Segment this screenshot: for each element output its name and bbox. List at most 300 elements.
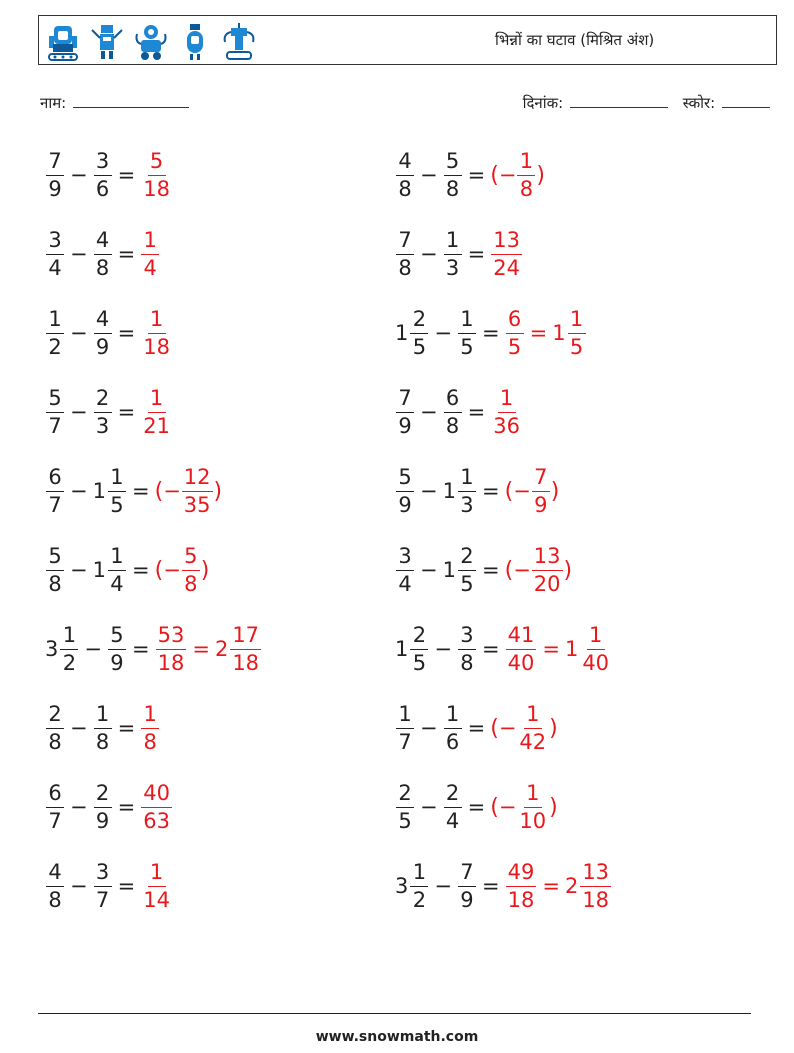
denominator: 7 <box>48 808 62 833</box>
answer-fraction <box>181 464 214 517</box>
problem-row <box>395 614 612 684</box>
problem-row <box>395 535 572 605</box>
denominator: 9 <box>534 492 548 517</box>
problem-row <box>395 456 559 526</box>
close-paren: ) <box>213 478 223 504</box>
worksheet-title: भिन्नों का घटाव (मिश्रित अंश) <box>495 31 655 49</box>
fraction <box>506 306 524 359</box>
minus-sign: − <box>70 400 88 424</box>
numerator: 17 <box>230 625 261 650</box>
answer-fraction <box>490 227 523 280</box>
denominator: 42 <box>519 729 547 754</box>
minuend <box>395 385 415 438</box>
footer-divider <box>38 1013 751 1014</box>
whole-number: 1 <box>92 558 106 582</box>
equals-sign: = <box>467 242 486 266</box>
denominator: 8 <box>445 413 460 438</box>
equals-sign: = <box>117 163 136 187</box>
numerator: 1 <box>108 467 126 492</box>
minus-sign: − <box>70 558 88 582</box>
denominator: 8 <box>398 255 412 280</box>
answer <box>490 148 546 201</box>
fraction <box>182 464 213 517</box>
problem-row <box>45 851 173 921</box>
subtrahend <box>92 543 127 596</box>
subtrahend <box>93 701 113 754</box>
name-blank[interactable] <box>73 107 189 108</box>
equals-sign: = <box>117 400 136 424</box>
fraction <box>141 780 172 833</box>
fraction <box>458 622 476 675</box>
answer-fraction <box>214 622 262 675</box>
subtrahend <box>443 227 463 280</box>
numerator: 6 <box>444 388 462 413</box>
subtrahend <box>93 780 113 833</box>
minus-sign: − <box>420 716 438 740</box>
denominator: 2 <box>62 650 77 675</box>
numerator: 4 <box>46 862 64 887</box>
whole-number: 1 <box>92 479 106 503</box>
fraction <box>396 464 414 517</box>
fraction <box>141 385 172 438</box>
problem-row <box>45 140 173 210</box>
fraction <box>491 385 522 438</box>
equals-sign: = <box>481 321 500 345</box>
subtrahend <box>93 385 113 438</box>
open-paren: ( <box>490 794 499 820</box>
numerator: 3 <box>458 625 476 650</box>
numerator: 2 <box>458 546 476 571</box>
numerator: 2 <box>444 783 462 808</box>
fraction <box>230 622 261 675</box>
problem-row <box>395 851 612 921</box>
subtrahend <box>443 385 463 438</box>
denominator: 24 <box>493 255 520 280</box>
denominator: 18 <box>143 334 170 359</box>
fraction <box>46 385 64 438</box>
denominator: 5 <box>507 334 522 359</box>
numerator: 1 <box>524 704 542 729</box>
fraction <box>396 780 414 833</box>
denominator: 10 <box>519 808 547 833</box>
open-paren: ( <box>490 162 499 188</box>
denominator: 4 <box>445 808 460 833</box>
minuend <box>45 859 65 912</box>
denominator: 4 <box>48 255 62 280</box>
minuend <box>45 227 65 280</box>
denominator: 8 <box>48 571 62 596</box>
answer <box>490 385 523 438</box>
whole-number: 1 <box>564 637 579 661</box>
fraction <box>444 385 462 438</box>
fraction <box>94 859 112 912</box>
fraction <box>517 701 548 754</box>
numerator: 41 <box>506 625 537 650</box>
equals-sign: = <box>467 400 486 424</box>
answer-fraction <box>140 701 160 754</box>
close-paren: ) <box>563 557 573 583</box>
negative-sign: − <box>163 558 181 582</box>
numerator: 1 <box>568 309 586 334</box>
answer <box>504 543 573 596</box>
subtrahend <box>93 227 113 280</box>
minus-sign: − <box>420 242 438 266</box>
equals-sign: = <box>131 558 150 582</box>
minus-sign: − <box>70 795 88 819</box>
answer-fraction <box>140 385 173 438</box>
date-blank[interactable] <box>570 107 668 108</box>
numerator: 1 <box>410 862 428 887</box>
denominator: 40 <box>507 650 535 675</box>
numerator: 5 <box>182 546 200 571</box>
denominator: 2 <box>412 887 427 912</box>
denominator: 5 <box>460 571 474 596</box>
denominator: 4 <box>398 571 412 596</box>
robot-wheels-icon <box>133 22 169 62</box>
equals-sign: = <box>481 874 500 898</box>
denominator: 5 <box>398 808 412 833</box>
answer-fraction <box>140 780 173 833</box>
score-blank[interactable] <box>722 107 770 108</box>
equals-sign: = <box>131 637 150 661</box>
denominator: 8 <box>95 729 110 754</box>
answer-fraction <box>140 227 160 280</box>
numerator: 5 <box>148 151 166 176</box>
numerator: 1 <box>148 388 166 413</box>
numerator: 1 <box>148 862 166 887</box>
problem-row <box>45 535 209 605</box>
whole-number: 1 <box>552 321 566 345</box>
denominator: 9 <box>398 413 412 438</box>
equals-sign: = <box>529 321 548 345</box>
denominator: 63 <box>143 808 170 833</box>
robot-arms-icon <box>89 22 125 62</box>
problem-row <box>45 772 173 842</box>
answer <box>140 227 160 280</box>
answer-fraction <box>490 385 523 438</box>
numerator: 6 <box>46 467 64 492</box>
denominator: 8 <box>398 176 412 201</box>
denominator: 18 <box>157 650 185 675</box>
numerator: 13 <box>580 862 611 887</box>
problem-row <box>395 140 545 210</box>
denominator: 18 <box>507 887 535 912</box>
denominator: 35 <box>183 492 211 517</box>
minus-sign: − <box>420 558 438 582</box>
fraction <box>141 227 159 280</box>
denominator: 9 <box>95 808 110 833</box>
open-paren: ( <box>504 478 514 504</box>
problem-row <box>395 219 523 289</box>
fraction <box>458 464 476 517</box>
numerator: 4 <box>94 309 112 334</box>
minuend <box>395 464 415 517</box>
denominator: 9 <box>460 887 474 912</box>
denominator: 21 <box>143 413 170 438</box>
numerator: 40 <box>141 783 172 808</box>
fraction <box>46 148 64 201</box>
subtrahend <box>442 464 477 517</box>
minuend <box>45 543 65 596</box>
worksheet-header <box>38 15 777 65</box>
minuend <box>45 780 65 833</box>
negative-sign: − <box>163 479 181 503</box>
minuend <box>45 385 65 438</box>
close-paren: ) <box>200 557 210 583</box>
fraction <box>94 306 112 359</box>
denominator: 8 <box>48 729 62 754</box>
answer <box>505 306 587 359</box>
fraction <box>141 306 172 359</box>
numerator: 1 <box>141 230 159 255</box>
numerator: 3 <box>94 862 112 887</box>
fraction <box>108 464 126 517</box>
fraction <box>532 543 563 596</box>
answer-fraction <box>140 306 173 359</box>
fraction <box>568 306 586 359</box>
whole-number: 2 <box>214 637 229 661</box>
numerator: 5 <box>108 625 126 650</box>
denominator: 4 <box>110 571 124 596</box>
problem-row <box>395 377 523 447</box>
numerator: 6 <box>506 309 524 334</box>
fraction <box>396 148 414 201</box>
whole-number: 1 <box>395 321 409 345</box>
answer-fraction <box>531 543 564 596</box>
numerator: 1 <box>46 309 64 334</box>
problem-row <box>45 219 160 289</box>
fraction <box>94 780 112 833</box>
fraction <box>108 622 126 675</box>
numerator: 4 <box>396 151 414 176</box>
answer-fraction <box>181 543 201 596</box>
denominator: 18 <box>232 650 260 675</box>
minuend <box>395 780 415 833</box>
problem-row <box>45 614 262 684</box>
denominator: 5 <box>460 334 474 359</box>
answer <box>140 385 173 438</box>
answer <box>505 622 612 675</box>
numerator: 49 <box>506 862 537 887</box>
denominator: 36 <box>493 413 520 438</box>
answer-fraction <box>140 859 173 912</box>
numerator: 7 <box>532 467 550 492</box>
minuend <box>395 227 415 280</box>
fraction <box>182 543 200 596</box>
negative-sign: − <box>498 163 517 187</box>
equals-sign: = <box>467 163 486 187</box>
footer-url: www.snowmath.com <box>315 1029 479 1045</box>
subtrahend <box>457 622 477 675</box>
numerator: 5 <box>396 467 414 492</box>
denominator: 4 <box>143 255 157 280</box>
robot-tank-icon <box>45 22 81 62</box>
numerator: 1 <box>94 704 112 729</box>
denominator: 9 <box>48 176 62 201</box>
denominator: 3 <box>95 413 110 438</box>
fraction <box>458 859 476 912</box>
fraction <box>94 227 112 280</box>
minus-sign: − <box>70 479 88 503</box>
fraction <box>60 622 78 675</box>
answer-fraction <box>564 859 612 912</box>
denominator: 5 <box>569 334 584 359</box>
answer-fraction <box>516 148 536 201</box>
equals-sign: = <box>542 637 560 661</box>
fraction <box>46 859 64 912</box>
open-paren: ( <box>504 557 514 583</box>
numerator: 5 <box>46 388 64 413</box>
fraction <box>444 701 462 754</box>
numerator: 6 <box>46 783 64 808</box>
whole-number: 1 <box>442 558 456 582</box>
numerator: 12 <box>182 467 213 492</box>
fraction <box>156 622 187 675</box>
fraction <box>396 701 414 754</box>
answer <box>505 859 612 912</box>
denominator: 7 <box>95 887 110 912</box>
numerator: 1 <box>458 467 476 492</box>
fraction <box>46 543 64 596</box>
answer <box>154 464 223 517</box>
whole-number: 3 <box>45 637 59 661</box>
whole-number: 1 <box>442 479 456 503</box>
fraction <box>141 701 159 754</box>
negative-sign: − <box>498 795 517 819</box>
answer <box>490 701 558 754</box>
numerator: 2 <box>94 388 112 413</box>
denominator: 20 <box>533 571 561 596</box>
subtrahend <box>93 859 113 912</box>
numerator: 4 <box>94 230 112 255</box>
numerator: 1 <box>587 625 605 650</box>
answer-fraction <box>531 464 551 517</box>
denominator: 8 <box>184 571 198 596</box>
equals-sign: = <box>117 321 136 345</box>
numerator: 3 <box>396 546 414 571</box>
subtrahend <box>443 780 463 833</box>
fraction <box>580 859 611 912</box>
minus-sign: − <box>70 716 88 740</box>
numerator: 13 <box>532 546 563 571</box>
minuend <box>395 543 415 596</box>
numerator: 2 <box>46 704 64 729</box>
fraction <box>94 148 112 201</box>
close-paren: ) <box>550 478 560 504</box>
minuend <box>45 306 65 359</box>
numerator: 5 <box>46 546 64 571</box>
answer <box>140 701 160 754</box>
answer <box>140 306 173 359</box>
fraction <box>396 543 414 596</box>
fraction <box>410 306 428 359</box>
minuend <box>45 464 65 517</box>
robot-icon-strip <box>45 22 257 62</box>
denominator: 6 <box>445 729 460 754</box>
close-paren: ) <box>549 715 558 741</box>
denominator: 8 <box>95 255 110 280</box>
problem-row <box>45 693 160 763</box>
minus-sign: − <box>70 874 88 898</box>
open-paren: ( <box>154 557 164 583</box>
name-label: नाम: <box>40 94 67 112</box>
minus-sign: − <box>434 321 452 345</box>
subtrahend <box>93 306 113 359</box>
subtrahend <box>457 306 477 359</box>
equals-sign: = <box>542 874 560 898</box>
answer <box>140 780 173 833</box>
numerator: 1 <box>60 625 78 650</box>
fraction <box>46 464 64 517</box>
problem-row <box>45 456 222 526</box>
fraction <box>410 622 428 675</box>
fraction <box>108 543 126 596</box>
equals-sign: = <box>117 242 136 266</box>
numerator: 3 <box>46 230 64 255</box>
minus-sign: − <box>434 637 452 661</box>
denominator: 40 <box>582 650 610 675</box>
denominator: 5 <box>110 492 124 517</box>
subtrahend <box>457 859 477 912</box>
numerator: 2 <box>410 625 428 650</box>
minus-sign: − <box>420 479 438 503</box>
answer-fraction <box>505 859 538 912</box>
denominator: 8 <box>143 729 157 754</box>
numerator: 1 <box>524 783 542 808</box>
score-label: स्कोर: <box>682 94 716 112</box>
robot-capsule-icon <box>177 22 213 62</box>
minuend <box>395 622 429 675</box>
answer-fraction <box>552 306 586 359</box>
denominator: 5 <box>412 334 427 359</box>
equals-sign: = <box>192 637 210 661</box>
denominator: 6 <box>95 176 110 201</box>
open-paren: ( <box>490 715 499 741</box>
answer-fraction <box>140 148 173 201</box>
whole-number: 2 <box>564 874 579 898</box>
numerator: 2 <box>94 783 112 808</box>
denominator: 8 <box>48 887 62 912</box>
subtrahend <box>443 701 463 754</box>
equals-sign: = <box>467 795 486 819</box>
denominator: 2 <box>48 334 62 359</box>
fraction <box>141 859 172 912</box>
equals-sign: = <box>131 479 150 503</box>
denominator: 9 <box>110 650 124 675</box>
fraction <box>396 385 414 438</box>
date-score-fields <box>523 93 770 113</box>
fraction <box>458 543 476 596</box>
fraction <box>94 701 112 754</box>
fraction <box>491 227 522 280</box>
subtrahend <box>92 464 127 517</box>
numerator: 1 <box>148 309 166 334</box>
fraction <box>46 227 64 280</box>
denominator: 8 <box>445 176 460 201</box>
numerator: 13 <box>491 230 522 255</box>
fraction <box>396 227 414 280</box>
denominator: 9 <box>95 334 110 359</box>
denominator: 8 <box>519 176 534 201</box>
numerator: 1 <box>498 388 516 413</box>
fraction <box>46 780 64 833</box>
minuend <box>395 306 429 359</box>
equals-sign: = <box>117 795 136 819</box>
minus-sign: − <box>84 637 102 661</box>
fraction <box>444 227 462 280</box>
problem-row <box>395 693 558 763</box>
minuend <box>45 622 79 675</box>
